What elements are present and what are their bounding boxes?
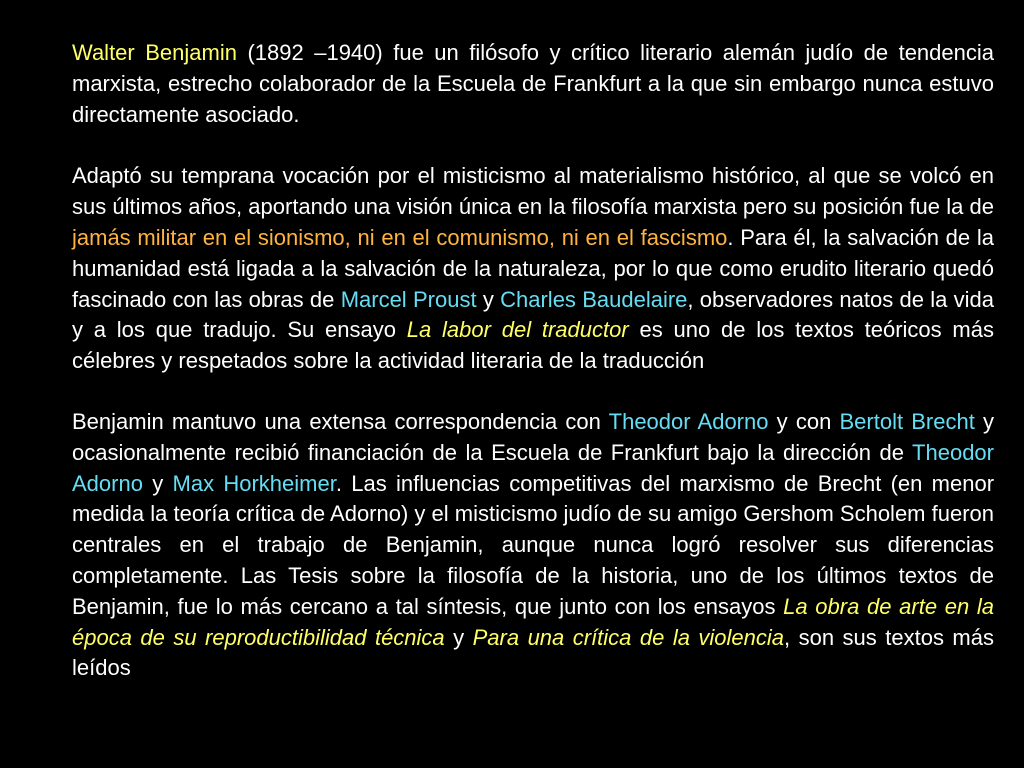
thought-text-1: Adaptó su temprana vocación por el misticismo al materialismo histórico, al que se volcó en sus últimos años, aportando una visión única en la filosofía marxista pero su posición fue la de (72, 163, 994, 220)
thought-text-4: , observadores natos de la vida y a los que tradujo. Su ensayo (72, 286, 994, 343)
influences-text-3: y ocasionalmente recibió financiación de la Escuela de Frankfurt bajo la dirección de (72, 408, 995, 465)
influences-text-2: y con (768, 408, 840, 434)
name-marcel-proust: Marcel Proust (340, 286, 477, 312)
political-position-highlight: jamás militar en el sionismo, ni en el comunismo, ni en el fascismo (72, 224, 728, 250)
paragraph-influences (72, 407, 994, 684)
thought-text-5: es uno de los textos teóricos más célebres y respetados sobre la actividad literaria de la traducción (72, 317, 994, 374)
name-theodor-adorno-1: Theodor Adorno (608, 408, 769, 434)
intro-text: (1892 –1940) fue un filósofo y crítico literario alemán judío de tendencia marxista, estrecho colaborador de la Escuela de Frankfurt a la que sin embargo nunca estuvo directamente asociado. (72, 40, 994, 127)
name-charles-baudelaire: Charles Baudelaire (500, 286, 688, 312)
thought-text-2: . Para él, la salvación de la humanidad está ligada a la salvación de la naturaleza, por lo que como erudito literario quedó fascinado con las obras de (72, 224, 994, 312)
essay-title: La labor del traductor (406, 317, 629, 343)
paragraph-thought (72, 161, 994, 377)
paragraph-intro (72, 38, 994, 130)
influences-text-4: y (142, 470, 173, 496)
work-title-2: Para una crítica de la violencia (472, 624, 785, 650)
name-walter-benjamin: Walter Benjamin (72, 40, 237, 65)
influences-text-1: Benjamin mantuvo una extensa correspondencia con (72, 408, 609, 434)
influences-text-6: y (444, 624, 473, 650)
name-bertolt-brecht: Bertolt Brecht (839, 408, 975, 434)
name-theodor-adorno-2: Theodor Adorno (72, 439, 994, 496)
work-title-1: La obra de arte en la época de su reproductibilidad técnica (72, 593, 994, 650)
influences-text-5: . Las influencias competitivas del marxismo de Brecht (en menor medida la teoría crítica de Adorno) y el misticismo judío de su amigo Gershom Scholem fueron centrales en el trabajo de Benjamin, aunque nunca logró resolver sus diferencias completamente. Las Tesis sobre la filosofía de la historia, uno de los últimos textos de Benjamin, fue lo más cercano a tal síntesis, que junto con los ensayos (72, 470, 995, 619)
thought-text-3: y (476, 286, 501, 312)
name-max-horkheimer: Max Horkheimer (172, 470, 336, 496)
influences-text-7: , son sus textos más leídos (72, 624, 994, 681)
